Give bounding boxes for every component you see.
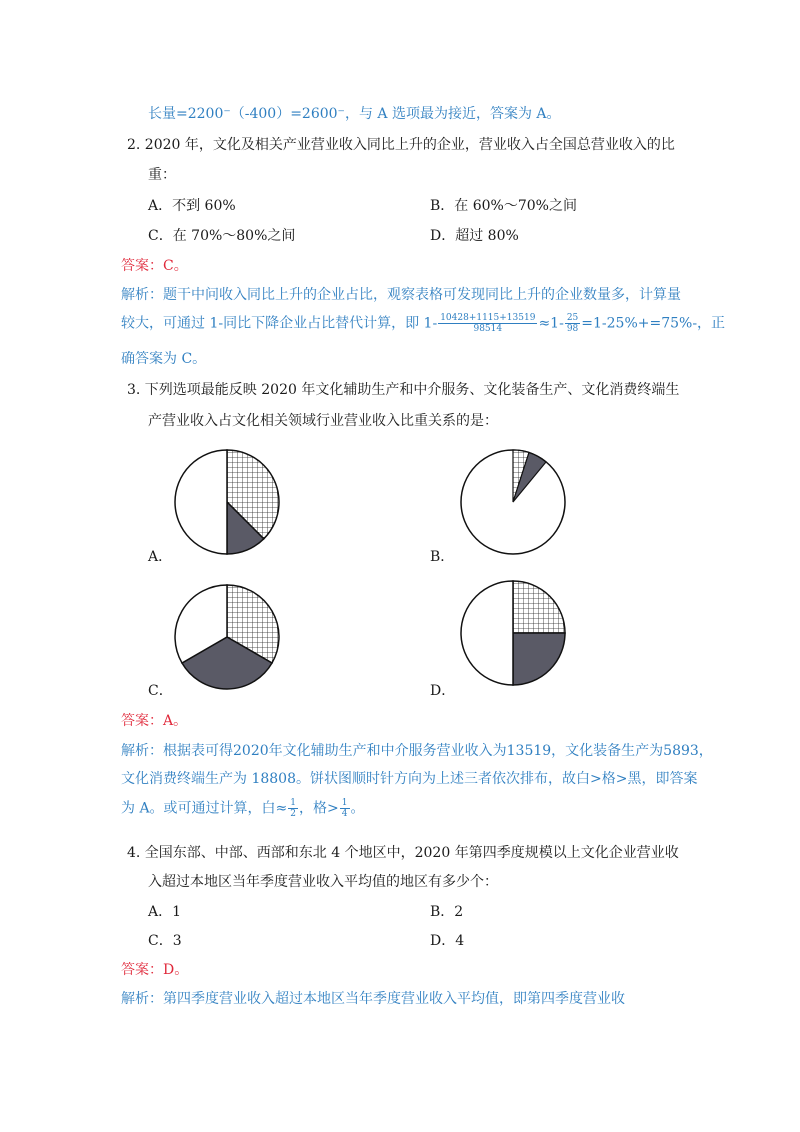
q4-stem-cont: 入超过本地区当年季度营业收入平均值的地区有多少个：: [148, 874, 498, 890]
q4-option-d: D．4: [430, 933, 465, 949]
q4-stem: 4. 全国东部、中部、西部和东北 4 个地区中，2020 年第四季度规模以上文化企业营业收: [127, 845, 679, 861]
pie-chart-option-b: [458, 447, 568, 557]
q2-option-d: D．超过 80%: [430, 228, 519, 244]
pie-chart-option-a: [172, 447, 282, 557]
fraction-2: $\frac{25}{98}$: [566, 313, 579, 334]
q2-option-a: A．不到 60%: [148, 198, 236, 214]
pie-chart-option-c: [172, 582, 282, 692]
q3-option-a-label: A．: [148, 549, 173, 565]
q2-answer: 答案：C。: [121, 258, 188, 274]
q3-analysis-line3: 为 A。或可通过计算，白≈ $\frac{1}{2}$ ，格> $\frac{1}{4}$ 。: [121, 798, 365, 819]
q4-option-b: B．2: [430, 904, 464, 920]
q1-analysis-tail: 长量=2200⁻（-400）=2600⁻，与 A 选项最为接近，答案为 A。: [148, 106, 561, 122]
fraction-quarter: $\frac{1}{4}$: [341, 798, 348, 819]
q3-analysis-line1: 解析：根据表可得2020年文化辅助生产和中介服务营业收入为13519，文化装备生产为5893，: [121, 743, 713, 759]
q2-analysis-line1: 解析：题干中问收入同比上升的企业占比，观察表格可发现同比上升的企业数量多，计算量: [121, 287, 681, 303]
q2-stem-cont: 重：: [148, 167, 176, 183]
q3-answer: 答案：A。: [121, 713, 188, 729]
q4-answer: 答案：D。: [121, 962, 189, 978]
pie-chart-option-d: [458, 578, 568, 688]
q3-analysis-line2: 文化消费终端生产为 18808。饼状图顺时针方向为上述三者依次排布，故白>格>黑，即答案: [121, 771, 698, 787]
fraction-half: $\frac{1}{2}$: [290, 798, 297, 819]
q3-stem-cont: 产营业收入占文化相关领域行业营业收入比重关系的是：: [148, 413, 498, 429]
q4-analysis-line1: 解析：第四季度营业收入超过本地区当年季度营业收入平均值，即第四季度营业收: [121, 991, 625, 1007]
fraction-1: $\frac{10428+1115+13519}{98514}$: [440, 313, 536, 334]
q3-option-b-label: B．: [430, 549, 455, 565]
q3-option-c-label: C．: [148, 683, 173, 699]
q2-option-b: B．在 60%～70%之间: [430, 198, 577, 214]
q4-option-c: C．3: [148, 933, 182, 949]
q2-option-c: C．在 70%～80%之间: [148, 228, 296, 244]
q3-stem: 3. 下列选项最能反映 2020 年文化辅助生产和中介服务、文化装备生产、文化消费终端生: [127, 382, 680, 398]
q2-analysis-line3: 确答案为 C。: [121, 351, 207, 367]
q2-stem: 2. 2020 年，文化及相关产业营业收入同比上升的企业，营业收入占全国总营业收入的比: [127, 137, 675, 153]
q2-analysis-line2: 较大，可通过 1-同比下降企业占比替代计算，即 1- $\frac{10428+1115+13519}{98514}$ ≈1- $\frac{25}{98}$ =1-25%+=75%-，正: [121, 313, 726, 334]
q3-option-d-label: D．: [430, 683, 456, 699]
q4-option-a: A．1: [148, 904, 182, 920]
